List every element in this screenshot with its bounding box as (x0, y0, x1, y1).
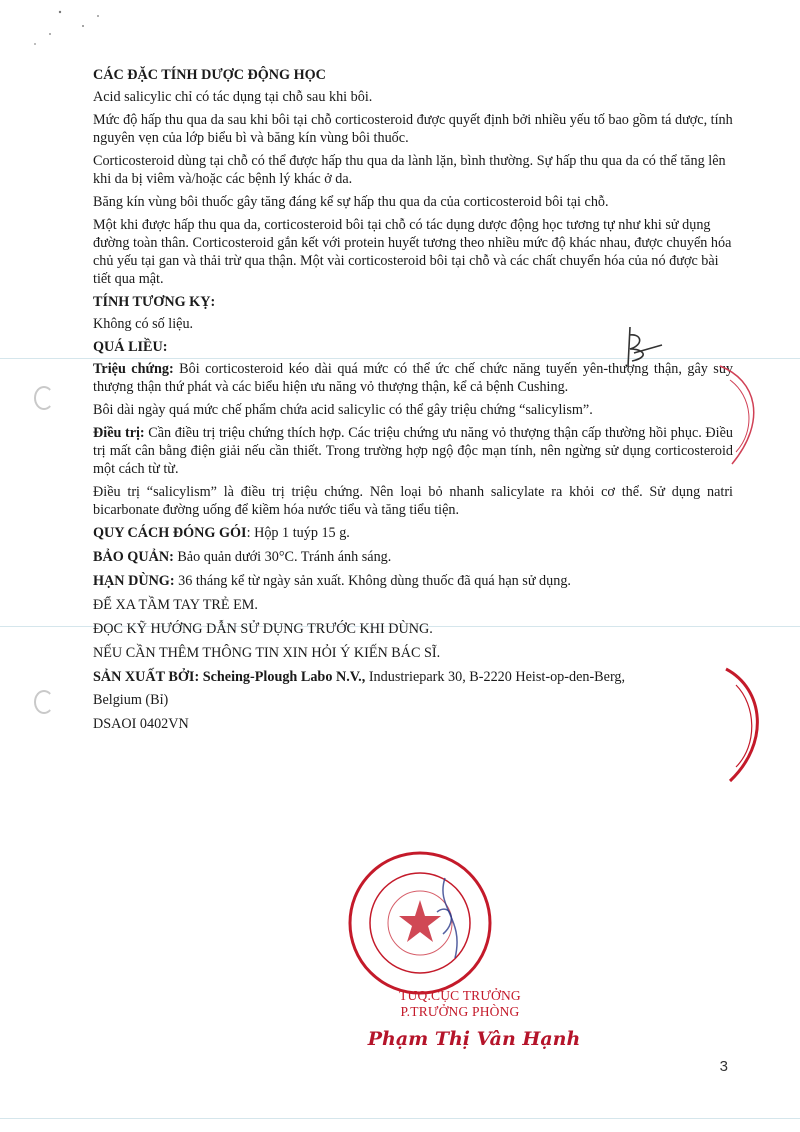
manufacturer-line (93, 668, 733, 686)
official-stamp (345, 848, 495, 998)
partial-stamp-mark (712, 665, 772, 785)
expiry-text: 36 tháng kể từ ngày sản xuất. Không dùng thuốc đã quá hạn sử dụng. (174, 573, 571, 589)
treatment-text: Cần điều trị triệu chứng thích hợp. Các triệu chứng ưu năng vỏ thượng thận cấp thường hồi phục. Điều trị mất cân bằng điện giải nếu cần thiết. Trong trường hợp ngộ độc mạn tính, nên ngừng sử dụng corticosteroid một cách từ từ. (93, 425, 733, 477)
symptoms-label: Triệu chứng: (93, 361, 174, 377)
paragraph: Mức độ hấp thu qua da sau khi bôi tại chỗ corticosteroid được quyết định bởi nhiều yếu tố bao gồm tá dược, tính nguyên vẹn của lớp biểu bì và băng kín vùng bôi thuốc. (93, 112, 733, 146)
scan-line (0, 1118, 800, 1119)
manufacturer-address: Industriepark 30, B-2220 Heist-op-den-Berg, (365, 669, 626, 685)
expiry-line (93, 572, 733, 590)
paragraph: Không có số liệu. (93, 316, 194, 332)
warning-line: ĐỂ XA TẦM TAY TRẺ EM. (93, 597, 258, 613)
packaging-label: QUY CÁCH ĐÓNG GÓI (93, 525, 247, 541)
manufacturer-label: SẢN XUẤT BỞI: (93, 669, 200, 685)
document-body (93, 66, 733, 739)
document-code: DSAOI 0402VN (93, 716, 189, 732)
scan-speckle (20, 4, 110, 54)
warning-line: NẾU CẦN THÊM THÔNG TIN XIN HỎI Ý KIẾN BÁC SĨ. (93, 645, 441, 661)
hole-punch-mark (34, 386, 54, 410)
manufacturer-company: Scheing-Plough Labo N.V., (199, 669, 366, 685)
treatment-label: Điều trị: (93, 425, 145, 441)
paragraph: Bôi dài ngày quá mức chế phẩm chứa acid salicylic có thể gây triệu chứng “salicylism”. (93, 402, 593, 418)
paragraph: Băng kín vùng bôi thuốc gây tăng đáng kể sự hấp thu qua da của corticosteroid bôi tại chỗ. (93, 194, 609, 210)
packaging-line (93, 524, 733, 542)
hole-punch-mark (34, 690, 54, 714)
symptoms-text: Bôi corticosteroid kéo dài quá mức có thể ức chế chức năng tuyến yên-thượng thận, gây suy thượng thận thứ phát và các biểu hiện ưu năng vỏ thượng thận, kể cả bệnh Cushing. (93, 361, 734, 395)
paragraph: Acid salicylic chỉ có tác dụng tại chỗ sau khi bôi. (93, 89, 373, 105)
paragraph-treatment (93, 424, 733, 478)
partial-stamp-mark (712, 360, 772, 470)
page-number: 3 (719, 1058, 728, 1075)
expiry-label: HẠN DÙNG: (93, 573, 175, 589)
handwritten-initials (618, 323, 668, 373)
storage-line (93, 548, 733, 566)
section-heading-overdose: QUÁ LIỀU: (93, 339, 168, 355)
storage-text: Bảo quản dưới 30°C. Tránh ánh sáng. (173, 549, 392, 565)
section-heading-interactions: TÍNH TƯƠNG KỴ: (93, 294, 216, 310)
section-heading-pharmacokinetics: CÁC ĐẶC TÍNH DƯỢC ĐỘNG HỌC (93, 67, 326, 83)
packaging-text: : Hộp 1 tuýp 15 g. (246, 525, 350, 541)
approval-signature-block (330, 988, 590, 1050)
paragraph: Điều trị “salicylism” là điều trị triệu chứng. Nên loại bỏ nhanh salicylate ra khỏi cơ thể. Sử dụng natri bicarbonate đường uống để kiềm hóa nước tiểu và tăng tiểu tiện. (93, 484, 733, 518)
signer-name: Phạm Thị Vân Hạnh (367, 1028, 581, 1050)
storage-label: BẢO QUẢN: (93, 549, 174, 565)
approval-title: TUQ.CỤC TRƯỞNG (399, 988, 521, 1003)
approval-subtitle: P.TRƯỞNG PHÒNG (400, 1004, 520, 1019)
paragraph: Một khi được hấp thu qua da, corticosteroid bôi tại chỗ có tác dụng dược động học tương tự như khi sử dụng đường toàn thân. Corticosteroid gắn kết với protein huyết tương theo nhiều mức độ khác nhau, được chuyển hóa chủ yếu tại gan và thải trừ qua thận. Một vài corticosteroid bôi tại chỗ và các chất chuyển hóa của nó được bài tiết qua mật. (93, 217, 732, 287)
manufacturer-country: Belgium (Bỉ) (93, 692, 169, 708)
warning-line: ĐỌC KỸ HƯỚNG DẪN SỬ DỤNG TRƯỚC KHI DÙNG. (93, 621, 433, 637)
paragraph: Corticosteroid dùng tại chỗ có thể được hấp thu qua da lành lặn, bình thường. Sự hấp thu qua da có thể tăng lên khi da bị viêm và/hoặc các bệnh lý khác ở da. (93, 153, 726, 187)
